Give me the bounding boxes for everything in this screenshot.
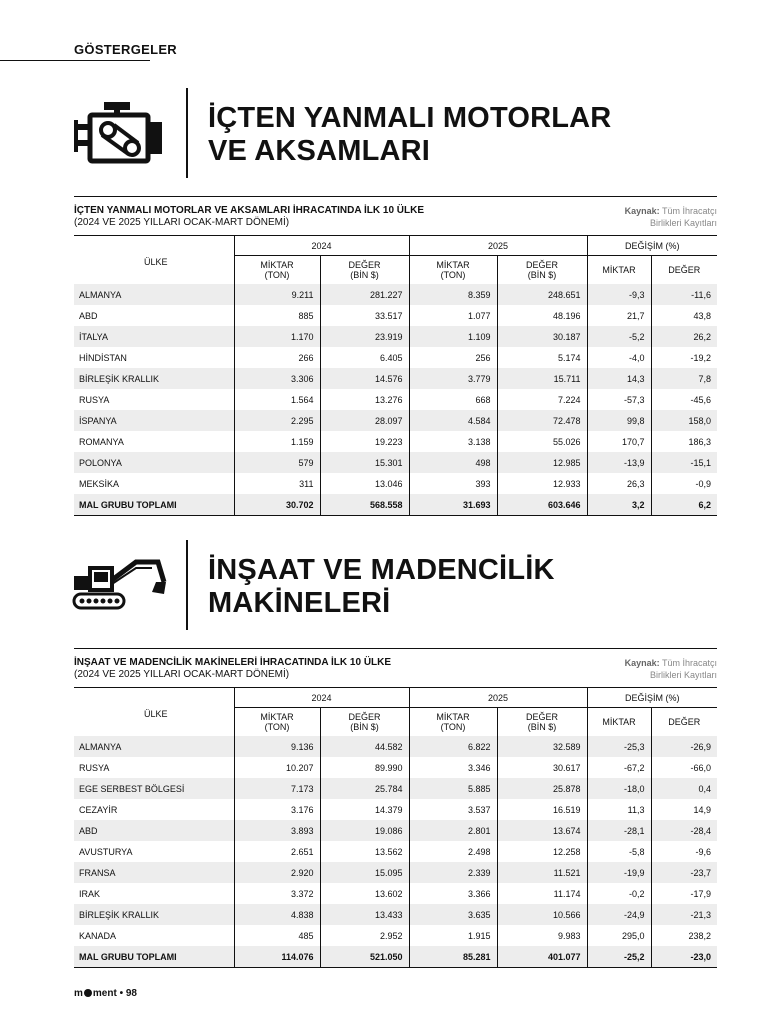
col-header-qty-2024: MİKTAR (TON) [234, 708, 320, 737]
value-cell: -45,6 [651, 389, 717, 410]
value-cell: -57,3 [587, 389, 651, 410]
value-cell: 2.651 [234, 841, 320, 862]
value-cell: -18,0 [587, 778, 651, 799]
col-header-qty-2025: MİKTAR (TON) [409, 256, 497, 285]
value-cell: 3.779 [409, 368, 497, 389]
section-title-line-2: MAKİNELERİ [208, 587, 391, 619]
col-header-qty-2025: MİKTAR (TON) [409, 708, 497, 737]
value-cell: -5,8 [587, 841, 651, 862]
value-cell: 19.223 [320, 431, 409, 452]
value-cell: 3.893 [234, 820, 320, 841]
source-text-1: Tüm İhracatçı [661, 658, 717, 668]
section-title [208, 102, 611, 168]
value-cell: 14,3 [587, 368, 651, 389]
value-cell: 72.478 [497, 410, 587, 431]
value-cell: -0,9 [651, 473, 717, 494]
value-cell: 26,3 [587, 473, 651, 494]
value-cell: 579 [234, 452, 320, 473]
value-cell: 170,7 [587, 431, 651, 452]
value-cell: -25,3 [587, 736, 651, 757]
value-cell: 603.646 [497, 494, 587, 516]
country-cell: MAL GRUBU TOPLAMI [74, 946, 234, 968]
country-cell: HİNDİSTAN [79, 352, 127, 363]
value-cell: 281.227 [320, 284, 409, 305]
country-cell: ABD [79, 310, 98, 321]
table-row [74, 389, 717, 410]
col-header-change: DEĞİŞİM (%) [587, 688, 717, 708]
value-cell: 44.582 [320, 736, 409, 757]
value-cell: 3.635 [409, 904, 497, 925]
country-cell: RUSYA [79, 394, 110, 405]
value-cell: -4,0 [587, 347, 651, 368]
value-cell: 14.379 [320, 799, 409, 820]
value-cell: -25,2 [587, 946, 651, 968]
table-row [74, 284, 717, 305]
table-row [74, 841, 717, 862]
value-cell: 9.136 [234, 736, 320, 757]
value-cell: 26,2 [651, 326, 717, 347]
value-cell: -11,6 [651, 284, 717, 305]
page-number: • 98 [119, 988, 137, 999]
value-cell: 2.952 [320, 925, 409, 946]
value-cell: 3.346 [409, 757, 497, 778]
table-row [74, 431, 717, 452]
country-cell: İTALYA [74, 326, 234, 347]
country-cell: BİRLEŞİK KRALLIK [74, 368, 234, 389]
section-title-line-2: VE AKSAMLARI [208, 135, 431, 167]
value-cell: 1.915 [409, 925, 497, 946]
value-cell: -9,3 [587, 284, 651, 305]
value-cell: 7,8 [651, 368, 717, 389]
value-cell: 16.519 [497, 799, 587, 820]
value-cell: -9,6 [651, 841, 717, 862]
table-subtitle: (2024 VE 2025 YILLARI OCAK-MART DÖNEMİ) [74, 217, 290, 228]
col-header-chg-val: DEĞER [651, 708, 717, 737]
value-cell: 266 [234, 347, 320, 368]
value-cell: -23,7 [651, 862, 717, 883]
value-cell: 13.674 [497, 820, 587, 841]
construction-export-table [74, 687, 717, 968]
value-cell: -67,2 [587, 757, 651, 778]
value-cell: 10.207 [234, 757, 320, 778]
source-label: Kaynak: [624, 658, 660, 668]
table-title: İÇTEN YANMALI MOTORLAR VE AKSAMLARI İHRACATINDA İLK 10 ÜLKE [74, 205, 425, 216]
country-cell: EGE SERBEST BÖLGESİ [74, 778, 234, 799]
value-cell: 3.366 [409, 883, 497, 904]
country-cell: FRANSA [74, 862, 234, 883]
brand-suffix: ment [92, 988, 117, 999]
value-cell: 11.174 [497, 883, 587, 904]
value-cell: 14.576 [320, 368, 409, 389]
section-title-line-1: İÇTEN YANMALI MOTORLAR [208, 102, 612, 134]
value-cell: 13.433 [320, 904, 409, 925]
value-cell: 23.919 [320, 326, 409, 347]
value-cell: 186,3 [651, 431, 717, 452]
value-cell: 256 [409, 347, 497, 368]
value-cell: 2.920 [234, 862, 320, 883]
source-text-2: Birlikleri Kayıtları [649, 218, 717, 228]
table-source [625, 657, 717, 681]
col-header-2024: 2024 [234, 688, 409, 708]
value-cell: 6.405 [320, 347, 409, 368]
value-cell: 12.933 [497, 473, 587, 494]
table-row [74, 473, 717, 494]
value-cell: 2.801 [409, 820, 497, 841]
value-cell: 295,0 [587, 925, 651, 946]
table-row [74, 862, 717, 883]
country-cell: POLONYA [74, 452, 234, 473]
col-header-2025: 2025 [409, 688, 587, 708]
source-label: Kaynak: [624, 206, 660, 216]
footer-brand [74, 988, 137, 999]
country-cell: KANADA [79, 930, 117, 941]
value-cell: -28,1 [587, 820, 651, 841]
value-cell: 4.584 [409, 410, 497, 431]
value-cell: -28,4 [651, 820, 717, 841]
value-cell: 4.838 [234, 904, 320, 925]
value-cell: -19,2 [651, 347, 717, 368]
value-cell: 2.498 [409, 841, 497, 862]
col-header-chg-val: DEĞER [651, 256, 717, 285]
value-cell: 31.693 [409, 494, 497, 516]
col-header-2025: 2025 [409, 236, 587, 256]
value-cell: 485 [234, 925, 320, 946]
value-cell: -24,9 [587, 904, 651, 925]
col-header-qty-2024: MİKTAR (TON) [234, 256, 320, 285]
col-header-chg-qty: MİKTAR [587, 256, 651, 285]
table-row [74, 778, 717, 799]
value-cell: -13,9 [587, 452, 651, 473]
value-cell: -5,2 [587, 326, 651, 347]
construction-table-block [74, 648, 717, 968]
value-cell: 30.702 [234, 494, 320, 516]
value-cell: 28.097 [320, 410, 409, 431]
value-cell: 33.517 [320, 305, 409, 326]
value-cell: 248.651 [497, 284, 587, 305]
value-cell: -0,2 [587, 883, 651, 904]
value-cell: 85.281 [409, 946, 497, 968]
value-cell: 2.339 [409, 862, 497, 883]
value-cell: -21,3 [651, 904, 717, 925]
country-cell: ROMANYA [79, 436, 124, 447]
table-row [74, 736, 717, 757]
col-header-change: DEĞİŞİM (%) [587, 236, 717, 256]
value-cell: 11,3 [587, 799, 651, 820]
value-cell: 6,2 [651, 494, 717, 516]
value-cell: 21,7 [587, 305, 651, 326]
table-source [625, 205, 717, 229]
source-text-1: Tüm İhracatçı [661, 206, 717, 216]
value-cell: 3.176 [234, 799, 320, 820]
value-cell: 521.050 [320, 946, 409, 968]
value-cell: 498 [409, 452, 497, 473]
country-cell: ABD [74, 820, 234, 841]
value-cell: 3.537 [409, 799, 497, 820]
value-cell: -23,0 [651, 946, 717, 968]
country-cell: RUSYA [79, 762, 110, 773]
value-cell: 3,2 [587, 494, 651, 516]
value-cell: 1.077 [409, 305, 497, 326]
value-cell: 10.566 [497, 904, 587, 925]
value-cell: 15.095 [320, 862, 409, 883]
value-cell: 401.077 [497, 946, 587, 968]
country-cell: CEZAYİR [79, 804, 118, 815]
value-cell: -19,9 [587, 862, 651, 883]
value-cell: 25.784 [320, 778, 409, 799]
value-cell: 238,2 [651, 925, 717, 946]
value-cell: 11.521 [497, 862, 587, 883]
value-cell: 3.372 [234, 883, 320, 904]
value-cell: 2.295 [234, 410, 320, 431]
country-cell: IRAK [79, 888, 101, 899]
page-section-label: GÖSTERGELER [74, 42, 177, 57]
value-cell: -26,9 [651, 736, 717, 757]
col-header-country: ÜLKE [74, 688, 234, 737]
value-cell: 7.173 [234, 778, 320, 799]
table-row [74, 305, 717, 326]
value-cell: 13.276 [320, 389, 409, 410]
section-divider [186, 88, 188, 178]
value-cell: -15,1 [651, 452, 717, 473]
value-cell: 1.159 [234, 431, 320, 452]
table-subtitle: (2024 VE 2025 YILLARI OCAK-MART DÖNEMİ) [74, 669, 290, 680]
value-cell: 13.562 [320, 841, 409, 862]
value-cell: 5.174 [497, 347, 587, 368]
value-cell: 393 [409, 473, 497, 494]
value-cell: 568.558 [320, 494, 409, 516]
section-title-line-1: İNŞAAT VE MADENCİLİK [208, 554, 555, 586]
value-cell: 15.711 [497, 368, 587, 389]
value-cell: 3.138 [409, 431, 497, 452]
value-cell: 19.086 [320, 820, 409, 841]
brand-dot-icon [84, 989, 92, 997]
country-cell: BİRLEŞİK KRALLIK [74, 904, 234, 925]
value-cell: 99,8 [587, 410, 651, 431]
col-header-2024: 2024 [234, 236, 409, 256]
col-header-val-2025: DEĞER (BİN $) [497, 256, 587, 285]
engines-export-table [74, 235, 717, 516]
value-cell: 30.617 [497, 757, 587, 778]
total-row [74, 494, 717, 516]
table-row [74, 326, 717, 347]
value-cell: 5.885 [409, 778, 497, 799]
value-cell: 6.822 [409, 736, 497, 757]
value-cell: 9.983 [497, 925, 587, 946]
col-header-val-2024: DEĞER (BİN $) [320, 256, 409, 285]
country-cell: MAL GRUBU TOPLAMI [74, 494, 234, 516]
value-cell: 114.076 [234, 946, 320, 968]
section-title [208, 554, 555, 620]
table-row [74, 904, 717, 925]
value-cell: 0,4 [651, 778, 717, 799]
value-cell: 43,8 [651, 305, 717, 326]
table-row [74, 452, 717, 473]
country-cell: MEKSİKA [79, 478, 120, 489]
value-cell: 1.564 [234, 389, 320, 410]
value-cell: 9.211 [234, 284, 320, 305]
brand-prefix: m [74, 988, 83, 999]
value-cell: 25.878 [497, 778, 587, 799]
value-cell: 3.306 [234, 368, 320, 389]
source-text-2: Birlikleri Kayıtları [649, 670, 717, 680]
value-cell: 15.301 [320, 452, 409, 473]
value-cell: 48.196 [497, 305, 587, 326]
value-cell: -17,9 [651, 883, 717, 904]
country-cell: ALMANYA [74, 284, 234, 305]
table-row [74, 368, 717, 389]
table-row [74, 883, 717, 904]
value-cell: 158,0 [651, 410, 717, 431]
value-cell: 1.109 [409, 326, 497, 347]
col-header-country: ÜLKE [74, 236, 234, 285]
value-cell: 13.602 [320, 883, 409, 904]
table-row [74, 410, 717, 431]
value-cell: 1.170 [234, 326, 320, 347]
section-divider [186, 540, 188, 630]
value-cell: 14,9 [651, 799, 717, 820]
value-cell: 885 [234, 305, 320, 326]
table-row [74, 820, 717, 841]
country-cell: İSPANYA [74, 410, 234, 431]
country-cell: ALMANYA [74, 736, 234, 757]
table-row [74, 925, 717, 946]
value-cell: 32.589 [497, 736, 587, 757]
engine-icon [72, 100, 168, 171]
value-cell: 89.990 [320, 757, 409, 778]
value-cell: 12.258 [497, 841, 587, 862]
value-cell: 30.187 [497, 326, 587, 347]
table-row [74, 347, 717, 368]
value-cell: 7.224 [497, 389, 587, 410]
table-row [74, 757, 717, 778]
col-header-val-2024: DEĞER (BİN $) [320, 708, 409, 737]
total-row [74, 946, 717, 968]
value-cell: 55.026 [497, 431, 587, 452]
value-cell: 12.985 [497, 452, 587, 473]
value-cell: 13.046 [320, 473, 409, 494]
table-row [74, 799, 717, 820]
header-divider [0, 60, 150, 61]
value-cell: 311 [234, 473, 320, 494]
value-cell: -66,0 [651, 757, 717, 778]
col-header-val-2025: DEĞER (BİN $) [497, 708, 587, 737]
value-cell: 8.359 [409, 284, 497, 305]
country-cell: AVUSTURYA [79, 846, 133, 857]
col-header-chg-qty: MİKTAR [587, 708, 651, 737]
value-cell: 668 [409, 389, 497, 410]
table-title: İNŞAAT VE MADENCİLİK MAKİNELERİ İHRACATINDA İLK 10 ÜLKE [74, 657, 392, 668]
excavator-icon [72, 556, 168, 617]
engines-table-block [74, 196, 717, 516]
